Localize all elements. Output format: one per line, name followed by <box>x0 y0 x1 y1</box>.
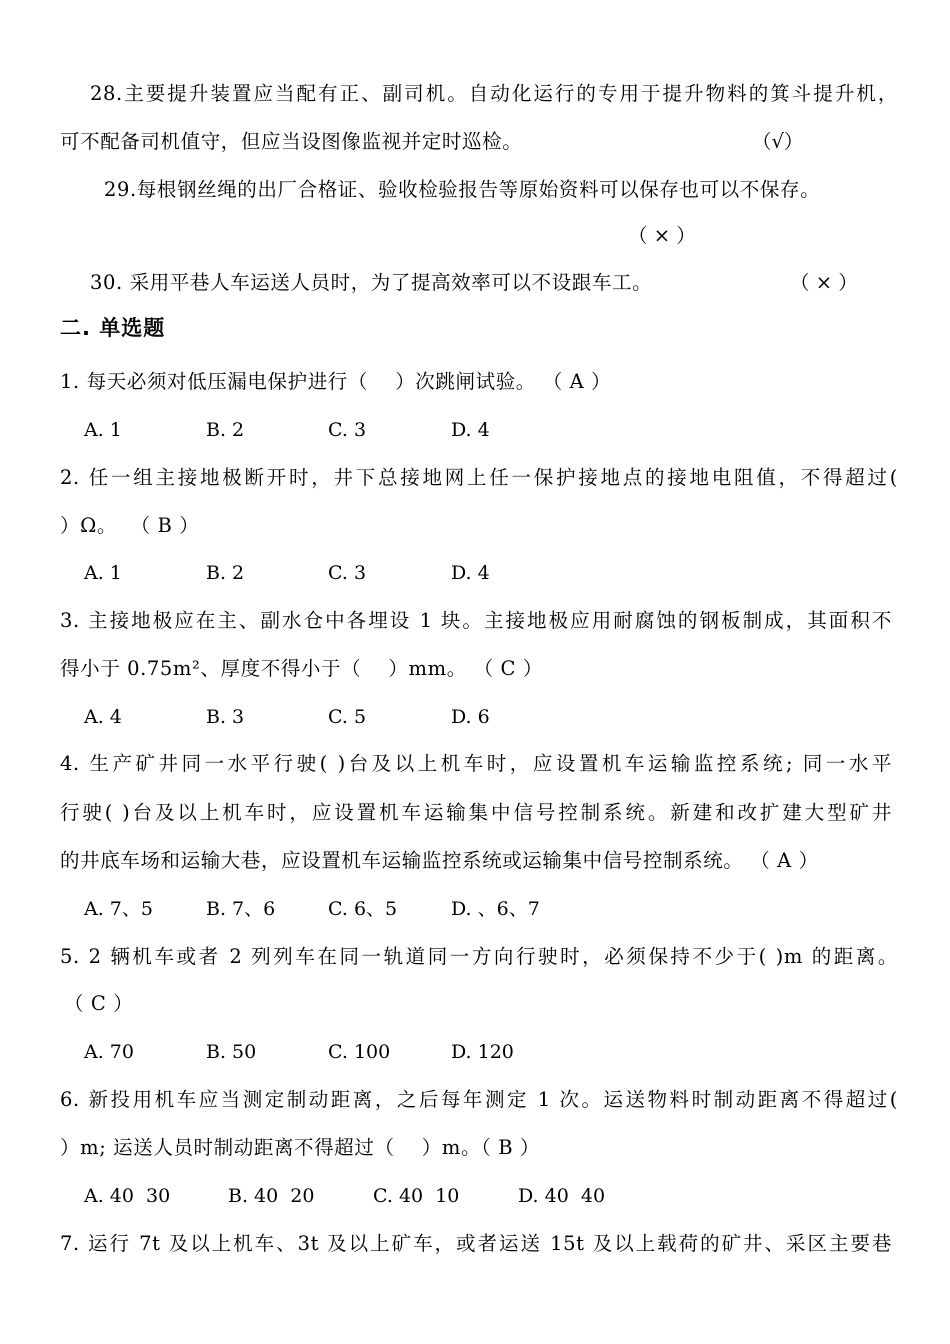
question-2-option-a: A. 1 <box>84 562 122 584</box>
question-2-line2: ）Ω。 （ B ） <box>60 514 200 537</box>
question-5-line1: 5. 2 辆机车或者 2 列列车在同一轨道同一方向行驶时，必须保持不少于( )m 的距离。 <box>60 945 898 968</box>
question-1-option-b: B. 2 <box>206 419 245 441</box>
question-4-option-b: B. 7、6 <box>206 898 276 920</box>
question-5-option-a: A. 70 <box>84 1041 134 1063</box>
question-6-line1: 6. 新投用机车应当测定制动距离，之后每年测定 1 次。运送物料时制动距离不得超过( <box>60 1088 898 1111</box>
question-4-line3: 的井底车场和运输大巷，应设置机车运输监控系统或运输集中信号控制系统。 （ A ） <box>60 849 819 872</box>
question-3-option-c: C. 5 <box>328 706 367 728</box>
question-2-option-d: D. 4 <box>451 562 490 584</box>
q28-line1: 28.主要提升装置应当配有正、副司机。自动化运行的专用于提升物料的箕斗提升机， <box>90 82 898 105</box>
question-2-line1: 2. 任一组主接地极断开时，井下总接地网上任一保护接地点的接地电阻值，不得超过( <box>60 466 898 489</box>
question-4-option-d: D. 、6、7 <box>451 898 540 920</box>
question-6-option-d: D. 40 40 <box>518 1185 606 1207</box>
q28-answer: （√） <box>752 130 804 153</box>
question-3-line2: 得小于 0.75m²、厚度不得小于（ ）mm。 （ C ） <box>60 657 543 680</box>
question-5-option-d: D. 120 <box>451 1041 514 1063</box>
question-3-line1: 3. 主接地极应在主、副水仓中各埋设 1 块。主接地极应用耐腐蚀的钢板制成，其面积不 <box>60 609 892 632</box>
question-5-option-c: C. 100 <box>328 1041 391 1063</box>
question-5-option-b: B. 50 <box>206 1041 257 1063</box>
q30-line1: 30. 采用平巷人车运送人员时，为了提高效率可以不设跟车工。 <box>90 271 653 294</box>
question-6-option-b: B. 40 20 <box>228 1185 315 1207</box>
question-1-option-c: C. 3 <box>328 419 367 441</box>
question-6-option-c: C. 40 10 <box>373 1185 460 1207</box>
question-3-option-d: D. 6 <box>451 706 490 728</box>
question-3-option-a: A. 4 <box>84 706 122 728</box>
question-4-option-c: C. 6、5 <box>328 898 398 920</box>
question-4-option-a: A. 7、5 <box>84 898 153 920</box>
question-4-line1: 4. 生产矿井同一水平行驶( )台及以上机车时，应设置机车运输监控系统; 同一水平 <box>60 752 892 775</box>
question-6-line2: ）m; 运送人员时制动距离不得超过（ ）m。（ B ） <box>60 1136 541 1159</box>
question-5-line2: （ C ） <box>64 992 134 1015</box>
q29-line1: 29.每根钢丝绳的出厂合格证、验收检验报告等原始资料可以保存也可以不保存。 <box>104 178 821 201</box>
q30-answer: （ × ） <box>790 271 858 294</box>
question-7-line1: 7. 运行 7t 及以上机车、3t 及以上矿车，或者运送 15t 及以上载荷的矿井、采区主要巷 <box>60 1232 892 1255</box>
question-2-option-b: B. 2 <box>206 562 245 584</box>
question-2-option-c: C. 3 <box>328 562 367 584</box>
question-1-option-d: D. 4 <box>451 419 490 441</box>
question-1-line: 1. 每天必须对低压漏电保护进行（ ）次跳闸试验。 （ A ） <box>60 370 612 393</box>
question-1-option-a: A. 1 <box>84 419 122 441</box>
question-3-option-b: B. 3 <box>206 706 245 728</box>
section-heading: 二. 单选题 <box>60 316 166 340</box>
q29-answer: （ × ） <box>628 224 696 247</box>
question-6-option-a: A. 40 30 <box>84 1185 171 1207</box>
question-4-line2: 行驶( )台及以上机车时，应设置机车运输集中信号控制系统。新建和改扩建大型矿井 <box>60 801 892 824</box>
q28-line2: 可不配备司机值守，但应当设图像监视并定时巡检。 <box>60 130 523 153</box>
